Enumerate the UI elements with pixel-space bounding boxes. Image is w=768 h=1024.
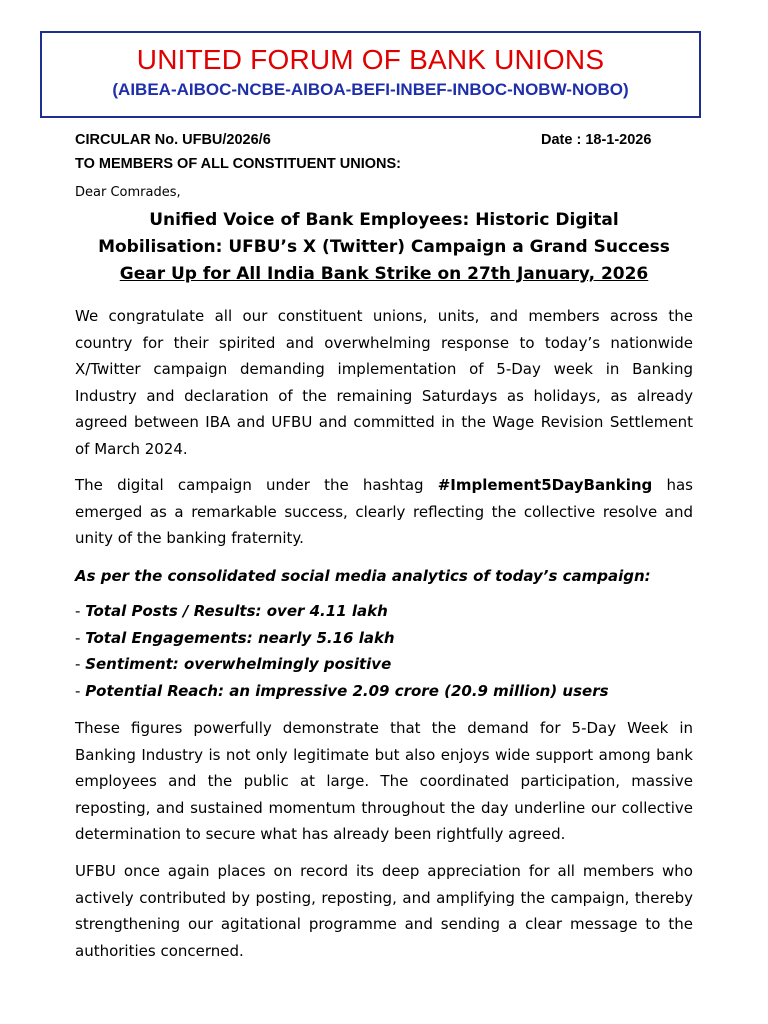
headline-line-1: Unified Voice of Bank Employees: Historic Digital — [149, 210, 619, 230]
analytics-value: Potential Reach: an impressive 2.09 crore (20.9 million) users — [85, 681, 609, 700]
circular-line — [75, 131, 693, 149]
org-name: UNITED FORUM OF BANK UNIONS — [136, 44, 605, 75]
analytics-value: Sentiment: overwhelmingly positive — [85, 655, 392, 673]
constituent-unions: (AIBEA-AIBOC-NCBE-AIBOA-BEFI-INBEF-INBOC-NOBW-NOBO) — [112, 80, 629, 99]
hashtag: #Implement5DayBanking — [437, 476, 653, 494]
list-item — [75, 678, 693, 705]
analytics-heading: As per the consolidated social media analytics of today’s campaign: — [75, 567, 651, 585]
analytics-list — [75, 598, 693, 704]
list-item — [75, 625, 693, 652]
salutation: Dear Comrades, — [75, 185, 181, 200]
circular-number: CIRCULAR No. UFBU/2026/6 — [75, 132, 271, 148]
headline — [60, 207, 708, 288]
paragraph-text: has emerged as a remarkable success, clearly reflecting the collective resolve and unity of the banking fraternity. — [75, 476, 693, 547]
list-bullet: - — [75, 681, 86, 700]
list-item — [75, 598, 693, 625]
addressee-line: TO MEMBERS OF ALL CONSTITUENT UNIONS: — [75, 156, 401, 172]
analytics-value: Total Posts / Results: over 4.11 lakh — [85, 602, 388, 620]
analytics-value: Total Engagements: nearly 5.16 lakh — [85, 628, 395, 647]
letterhead-box — [40, 31, 701, 118]
headline-line-3: Gear Up for All India Bank Strike on 27th January, 2026 — [119, 264, 649, 284]
paragraph-figures: These figures powerfully demonstrate that the demand for 5-Day Week in Banking Industry is not only legitimate but also enjoys wide support among bank employees and the public at large. The coordinated participation, massive reposting, and sustained momentum throughout the day underline our collective determination to secure what has already been rightfully agreed. — [75, 719, 693, 843]
list-item — [75, 651, 693, 678]
list-bullet: - — [75, 602, 86, 620]
list-bullet: - — [75, 655, 86, 673]
circular-date: Date : 18-1-2026 — [541, 132, 652, 148]
paragraph-appreciation: UFBU once again places on record its deep appreciation for all members who actively contributed by posting, reposting, and amplifying the campaign, thereby strengthening our agitational programme and sending a clear message to the authorities concerned. — [75, 862, 693, 960]
paragraph-digital-campaign — [75, 472, 693, 552]
paragraph-congratulations: We congratulate all our constituent unions, units, and members across the country for their spirited and overwhelming response to today’s nationwide X/Twitter campaign demanding implementation of 5-Day week in Banking Industry and declaration of the remaining Saturdays as holidays, as already agreed between IBA and UFBU and committed in the Wage Revision Settlement of March 2024. — [75, 307, 693, 458]
list-bullet: - — [75, 628, 86, 647]
paragraph-text: The digital campaign under the hashtag — [75, 476, 438, 494]
headline-line-2: Mobilisation: UFBU’s X (Twitter) Campaign a Grand Success — [98, 237, 670, 257]
